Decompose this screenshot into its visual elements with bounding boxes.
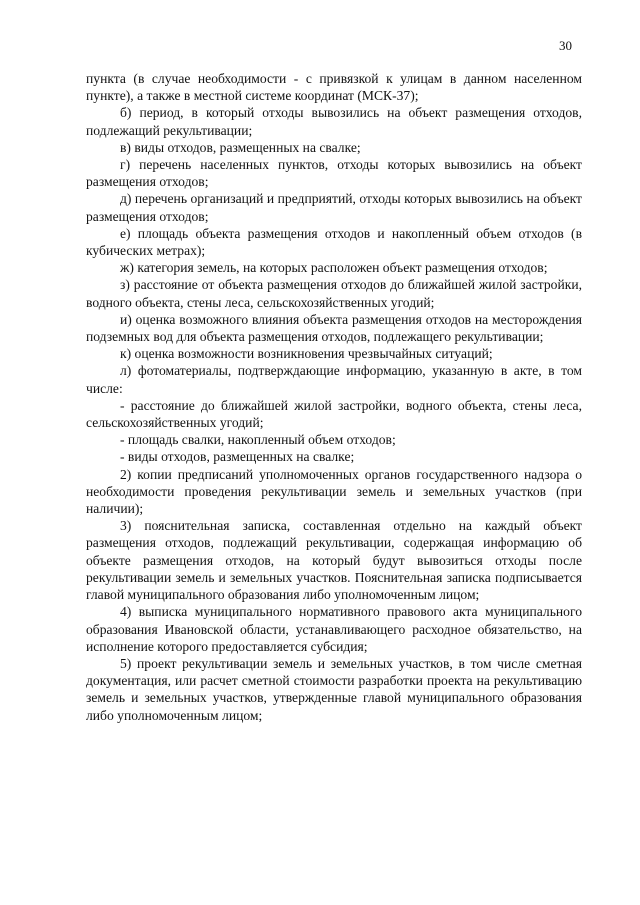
paragraph-item-3: 3) пояснительная записка, составленная отдельно на каждый объект размещения отходов, подлежащий рекультивации, содержащая информацию об объекте размещения отходов, на который будут вывозиться отходы после рекультивации земель и земельных участков. Пояснительная записка подписывается главой муниципального образования либо уполномоченным лицом; [86,518,582,603]
paragraph-item-2: 2) копии предписаний уполномоченных органов государственного надзора о необходимости проведения рекультивации земель и земельных участков (при наличии); [86,466,582,517]
paragraph-item-d: д) перечень организаций и предприятий, отходы которых вывозились на объект размещения отходов; [86,191,582,224]
paragraph-item-b: б) период, в который отходы вывозились на объект размещения отходов, подлежащий рекультивации; [86,105,582,138]
paragraph-dash-distance: - расстояние до ближайшей жилой застройки, водного объекта, стены леса, сельскохозяйственных угодий; [86,397,582,431]
paragraph-item-v: в) виды отходов, размещенных на свалке; [120,139,361,155]
paragraph-item-l: л) фотоматериалы, подтверждающие информацию, указанную в акте, в том числе: [86,363,582,396]
paragraph-item-g: г) перечень населенных пунктов, отходы которых вывозились на объект размещения отходов; [86,157,582,190]
paragraph-item-k: к) оценка возможности возникновения чрезвычайных ситуаций; [120,346,493,362]
paragraph-continuation: пункта (в случае необходимости - с привязкой к улицам в данном населенном пункте), а также в местной системе координат (МСК-37); [86,71,582,104]
paragraph-dash-waste-types: - виды отходов, размещенных на свалке; [120,449,355,465]
paragraph-item-e: е) площадь объекта размещения отходов и накопленный объем отходов (в кубических метрах); [86,225,582,259]
paragraph-item-i: и) оценка возможного влияния объекта размещения отходов на месторождения подземных вод для объекта размещения отходов, подлежащего рекультивации; [86,311,582,345]
paragraph-dash-area: - площадь свалки, накопленный объем отходов; [120,432,396,448]
paragraph-item-zh: ж) категория земель, на которых расположен объект размещения отходов; [120,260,548,276]
paragraph-item-4: 4) выписка муниципального нормативного правового акта муниципального образования Ивановской области, устанавливающего расходное обязательство, на исполнение которого предоставляется субсидия; [86,604,582,654]
paragraph-item-z: з) расстояние от объекта размещения отходов до ближайшей жилой застройки, водного объекта, стены леса, сельскохозяйственных угодий; [86,277,582,310]
document-body [86,70,582,724]
page-number: 30 [559,38,572,53]
paragraph-item-5: 5) проект рекультивации земель и земельных участков, в том числе сметная документация, или расчет сметной стоимости разработки проекта на рекультивацию земель и земельных участков, утвержденные главой муниципального образования либо уполномоченным лицом; [86,655,582,723]
